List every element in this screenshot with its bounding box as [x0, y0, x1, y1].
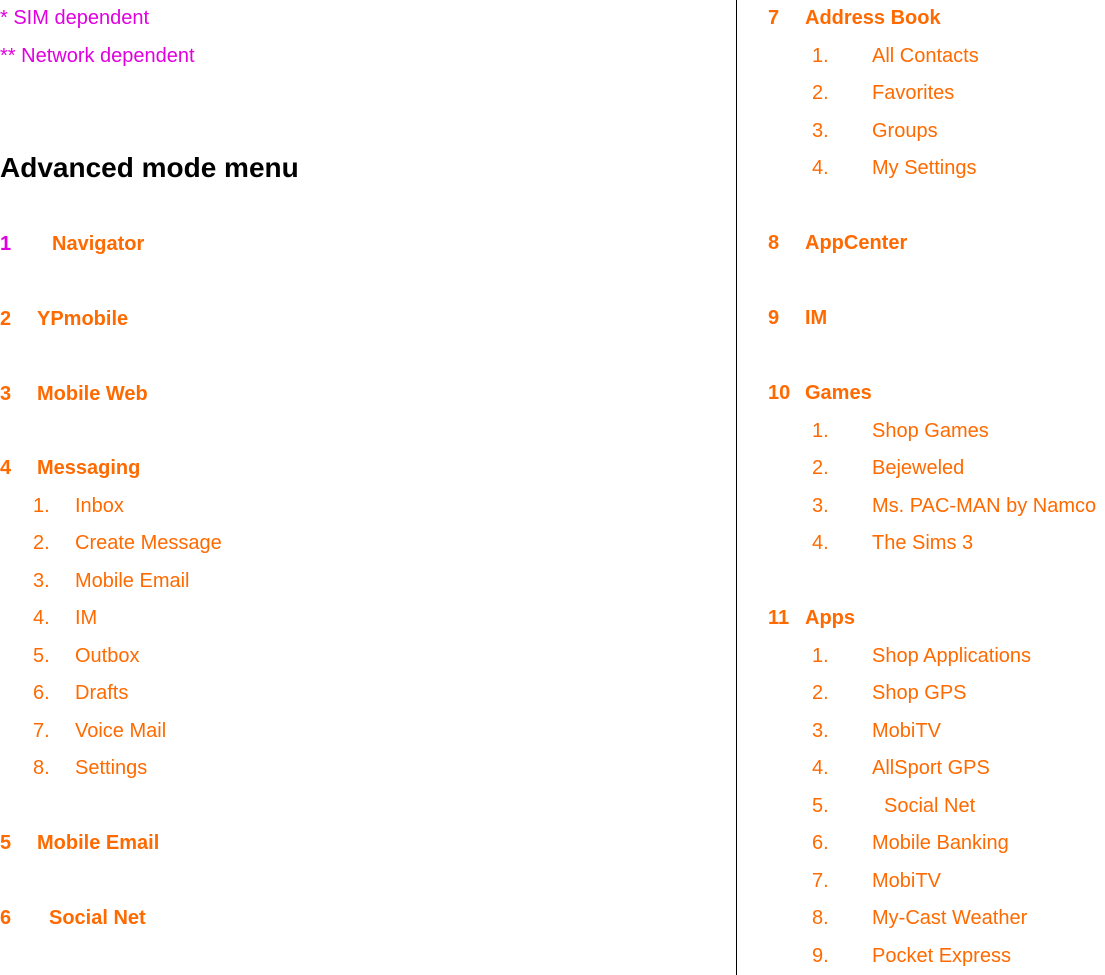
sim-dependent-note: * SIM dependent: [0, 7, 149, 29]
item-label: MobiTV: [872, 870, 941, 892]
item-label: Shop GPS: [872, 682, 967, 704]
list-item: [812, 831, 1009, 855]
network-dependent-note: ** Network dependent: [0, 45, 195, 67]
menu-section-mobile-email: [0, 831, 159, 855]
item-number: 2.: [812, 82, 829, 104]
section-number: 3: [0, 383, 12, 405]
menu-section-ypmobile: [0, 307, 128, 331]
section-number: 1: [0, 233, 12, 255]
section-label: YPmobile: [37, 308, 129, 330]
section-number: 11: [768, 607, 790, 629]
item-label: MobiTV: [872, 720, 941, 742]
section-number: 5: [0, 832, 12, 854]
list-item: [812, 681, 967, 705]
item-label: Pocket Express: [872, 945, 1011, 967]
item-number: 4.: [812, 757, 829, 779]
section-label: Games: [805, 382, 872, 404]
list-item: [812, 644, 1031, 668]
item-label: Favorites: [872, 82, 955, 104]
item-number: 5.: [33, 645, 50, 667]
list-item: [812, 119, 938, 143]
menu-section-address-book: [768, 6, 941, 30]
list-item: [812, 456, 964, 480]
item-label: Shop Games: [872, 420, 989, 442]
section-number: 7: [768, 7, 780, 29]
item-number: 2.: [812, 682, 829, 704]
item-number: 7.: [812, 870, 829, 892]
item-label: My Settings: [872, 157, 977, 179]
item-label: Drafts: [75, 682, 129, 704]
section-number: 4: [0, 457, 12, 479]
section-label: Apps: [805, 607, 855, 629]
list-item: [812, 869, 941, 893]
item-number: 1.: [33, 495, 50, 517]
menu-section-navigator: [0, 232, 144, 256]
item-number: 3.: [812, 720, 829, 742]
list-item: [812, 756, 990, 780]
item-label: Groups: [872, 120, 938, 142]
list-item: [33, 531, 222, 555]
list-item: [33, 719, 166, 743]
item-label: Mobile Banking: [872, 832, 1009, 854]
menu-section-appcenter: [768, 231, 907, 255]
list-item: [33, 681, 128, 705]
section-label: Navigator: [52, 233, 145, 255]
item-number: 2.: [812, 457, 829, 479]
menu-section-social-net: [0, 906, 146, 930]
section-label: Mobile Email: [37, 832, 160, 854]
item-number: 3.: [812, 495, 829, 517]
page-title: Advanced mode menu: [0, 152, 299, 183]
list-item: [812, 156, 976, 180]
item-label: Ms. PAC-MAN by Namco: [872, 495, 1097, 517]
item-label: IM: [75, 607, 98, 629]
item-number: 3.: [812, 120, 829, 142]
section-label: IM: [805, 307, 828, 329]
menu-section-mobile-web: [0, 382, 148, 406]
item-label: The Sims 3: [872, 532, 974, 554]
item-number: 1.: [812, 645, 829, 667]
list-item: [33, 494, 124, 518]
section-number: 9: [768, 307, 780, 329]
section-number: 8: [768, 232, 780, 254]
list-item: [812, 906, 1027, 930]
item-label: Mobile Email: [75, 570, 190, 592]
item-label: Outbox: [75, 645, 140, 667]
item-number: 7.: [33, 720, 50, 742]
list-item: [812, 719, 941, 743]
item-label: Create Message: [75, 532, 222, 554]
item-label: Shop Applications: [872, 645, 1032, 667]
item-number: 3.: [33, 570, 50, 592]
list-item: [33, 756, 147, 780]
item-label: Settings: [75, 757, 148, 779]
list-item: [812, 494, 1096, 518]
list-item: [812, 81, 954, 105]
item-number: 2.: [33, 532, 50, 554]
item-label: AllSport GPS: [872, 757, 990, 779]
item-label: Voice Mail: [75, 720, 167, 742]
section-number: 2: [0, 308, 12, 330]
section-label: Messaging: [37, 457, 141, 479]
list-item: [33, 606, 97, 630]
item-number: 5.: [812, 795, 829, 817]
item-number: 6.: [33, 682, 50, 704]
section-number: 10: [768, 382, 791, 404]
section-label: Address Book: [805, 7, 941, 29]
item-number: 9.: [812, 945, 829, 967]
item-label: Bejeweled: [872, 457, 965, 479]
menu-section-apps: [768, 606, 855, 630]
item-label: Inbox: [75, 495, 124, 517]
item-number: 1.: [812, 420, 829, 442]
right-column: [737, 0, 1105, 975]
item-number: 4.: [812, 532, 829, 554]
section-label: AppCenter: [805, 232, 908, 254]
item-label: Social Net: [884, 795, 976, 817]
item-number: 4.: [33, 607, 50, 629]
menu-section-im: [768, 306, 827, 330]
item-number: 4.: [812, 157, 829, 179]
list-item: [812, 944, 1011, 968]
list-item: [33, 644, 139, 668]
item-number: 8.: [812, 907, 829, 929]
section-label: Social Net: [49, 907, 146, 929]
list-item: [812, 44, 979, 68]
item-label: All Contacts: [872, 45, 979, 67]
menu-section-messaging: [0, 456, 140, 480]
item-number: 1.: [812, 45, 829, 67]
list-item: [812, 794, 975, 818]
section-label: Mobile Web: [37, 383, 148, 405]
list-item: [33, 569, 189, 593]
list-item: [812, 531, 973, 555]
item-label: My-Cast Weather: [872, 907, 1028, 929]
menu-section-games: [768, 381, 872, 405]
item-number: 6.: [812, 832, 829, 854]
list-item: [812, 419, 989, 443]
item-number: 8.: [33, 757, 50, 779]
section-number: 6: [0, 907, 12, 929]
